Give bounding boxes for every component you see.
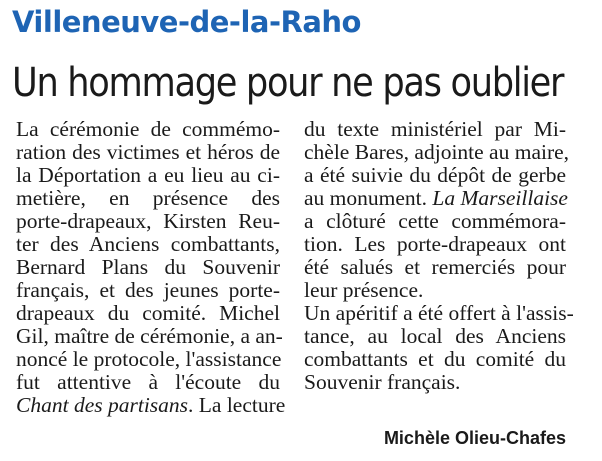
anthem-title-italic: La Marseillaise	[432, 186, 568, 210]
body-line: français, et des jeunes porte-	[16, 278, 280, 302]
body-line: noncé le protocole, l'assistance	[16, 347, 282, 371]
body-line: la Déportation a eu lieu au ci-	[16, 163, 280, 187]
body-line: fut attentive à l'écoute du	[16, 370, 280, 394]
body-line: été salués et remerciés pour	[304, 255, 566, 279]
article-headline: Un hommage pour ne pas oublier	[12, 60, 564, 106]
location-kicker: Villeneuve-de-la-Raho	[12, 5, 361, 39]
body-line: Un apéritif a été offert à l'assis-	[304, 301, 574, 325]
body-line: ration des victimes et héros de	[16, 140, 280, 164]
song-title-italic: Chant des partisans	[16, 393, 189, 417]
body-line: tance, au local des Anciens	[304, 324, 566, 348]
body-line: Gil, maître de cérémonie, a an-	[16, 324, 283, 348]
author-byline: Michèle Olieu-Chafes	[383, 428, 566, 448]
body-line: ter des Anciens combattants,	[16, 232, 280, 256]
body-line: porte-drapeaux, Kirsten Reu-	[16, 209, 280, 233]
article-column-right	[304, 117, 574, 394]
body-line: La cérémonie de commémo-	[16, 117, 280, 141]
article-column-left	[16, 117, 286, 417]
body-line: a clôturé cette commémora-	[304, 209, 566, 233]
body-line: metière, en présence des	[16, 186, 280, 210]
body-line: du texte ministériel par Mi-	[304, 117, 566, 141]
body-line: tion. Les porte-drapeaux ont	[304, 232, 566, 256]
body-line	[16, 393, 286, 417]
body-line: Souvenir français.	[304, 370, 461, 394]
body-line: drapeaux du comité. Michel	[16, 301, 280, 325]
body-line: combattants et du comité du	[304, 347, 566, 371]
body-line: chèle Bares, adjointe au maire,	[304, 140, 570, 164]
body-line	[304, 187, 566, 210]
body-text: . La lecture	[188, 393, 286, 417]
body-line: Bernard Plans du Souvenir	[16, 255, 280, 279]
body-text: au monument.	[304, 186, 433, 210]
body-line: a été suivie du dépôt de gerbe	[304, 163, 566, 187]
body-line: leur présence.	[304, 278, 424, 302]
